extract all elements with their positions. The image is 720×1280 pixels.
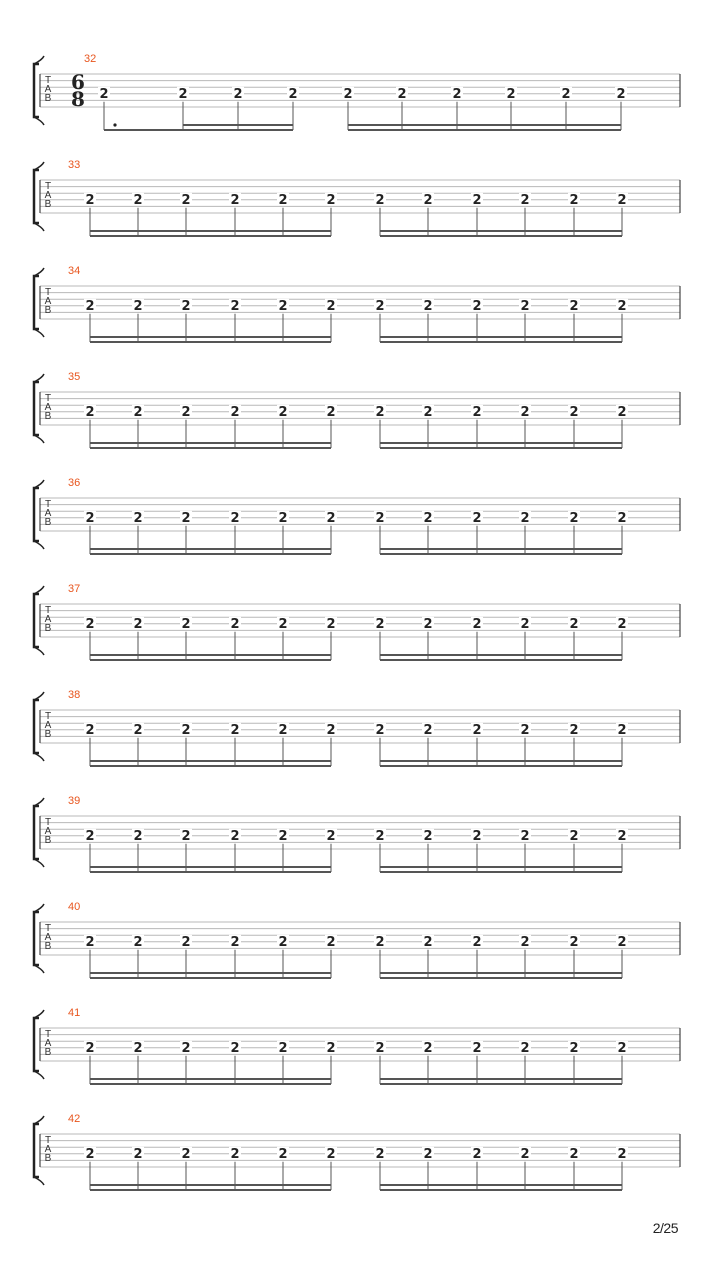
fret-number: 2 xyxy=(472,616,482,632)
fret-number: 2 xyxy=(181,934,191,950)
fret-number: 2 xyxy=(375,510,385,526)
fret-number: 2 xyxy=(472,192,482,208)
fret-number: 2 xyxy=(375,934,385,950)
fret-number: 2 xyxy=(423,1040,433,1056)
fret-number: 2 xyxy=(561,86,571,102)
system-bracket xyxy=(34,64,39,117)
tab-clef-letter: T xyxy=(44,75,52,86)
fret-number: 2 xyxy=(520,722,530,738)
fret-number: 2 xyxy=(133,722,143,738)
fret-number: 2 xyxy=(520,1040,530,1056)
fret-number: 2 xyxy=(133,298,143,314)
fret-number: 2 xyxy=(423,510,433,526)
tab-clef-letter: A xyxy=(44,1038,52,1049)
fret-number: 2 xyxy=(181,722,191,738)
fret-number: 2 xyxy=(617,298,627,314)
tab-clef-letter: B xyxy=(44,93,52,104)
fret-number: 2 xyxy=(181,1040,191,1056)
tab-clef-letter: T xyxy=(44,393,52,404)
fret-number: 2 xyxy=(617,1040,627,1056)
tab-clef-letter: T xyxy=(44,1029,52,1040)
tab-clef-letter: B xyxy=(44,1153,52,1164)
fret-number: 2 xyxy=(133,1040,143,1056)
tab-clef-letter: B xyxy=(44,941,52,952)
fret-number: 2 xyxy=(278,1040,288,1056)
fret-number: 2 xyxy=(617,616,627,632)
fret-number: 2 xyxy=(617,404,627,420)
fret-number: 2 xyxy=(326,616,336,632)
fret-number: 2 xyxy=(520,934,530,950)
fret-number: 2 xyxy=(278,934,288,950)
fret-number: 2 xyxy=(133,934,143,950)
fret-number: 2 xyxy=(472,298,482,314)
measure-number: 33 xyxy=(68,159,81,171)
tab-clef-letter: B xyxy=(44,305,52,316)
fret-number: 2 xyxy=(472,934,482,950)
fret-number: 2 xyxy=(230,404,240,420)
fret-number: 2 xyxy=(230,934,240,950)
fret-number: 2 xyxy=(617,510,627,526)
fret-number: 2 xyxy=(230,1040,240,1056)
fret-number: 2 xyxy=(569,1146,579,1162)
fret-number: 2 xyxy=(85,1146,95,1162)
fret-number: 2 xyxy=(569,510,579,526)
fret-number: 2 xyxy=(423,192,433,208)
fret-number: 2 xyxy=(520,298,530,314)
measure-number: 32 xyxy=(84,53,97,65)
fret-number: 2 xyxy=(278,1146,288,1162)
tab-clef-letter: B xyxy=(44,1047,52,1058)
fret-number: 2 xyxy=(520,828,530,844)
measure-number: 38 xyxy=(68,689,81,701)
fret-number: 2 xyxy=(181,510,191,526)
measure-number: 35 xyxy=(68,371,81,383)
system-bracket xyxy=(34,700,39,753)
fret-number: 2 xyxy=(133,404,143,420)
fret-number: 2 xyxy=(617,1146,627,1162)
fret-number: 2 xyxy=(326,404,336,420)
tab-clef-letter: A xyxy=(44,826,52,837)
tab-clef-letter: A xyxy=(44,296,52,307)
measure-number: 37 xyxy=(68,583,81,595)
fret-number: 2 xyxy=(472,404,482,420)
fret-number: 2 xyxy=(85,192,95,208)
fret-number: 2 xyxy=(230,722,240,738)
fret-number: 2 xyxy=(520,404,530,420)
fret-number: 2 xyxy=(85,828,95,844)
fret-number: 2 xyxy=(288,86,298,102)
fret-number: 2 xyxy=(230,828,240,844)
fret-number: 2 xyxy=(423,298,433,314)
measure-number: 42 xyxy=(68,1113,81,1125)
tab-clef-letter: T xyxy=(44,1135,52,1146)
tab-clef-letter: B xyxy=(44,835,52,846)
fret-number: 2 xyxy=(326,192,336,208)
fret-number: 2 xyxy=(181,404,191,420)
fret-number: 2 xyxy=(99,86,109,102)
fret-number: 2 xyxy=(423,828,433,844)
system-bracket xyxy=(34,1018,39,1071)
fret-number: 2 xyxy=(375,722,385,738)
fret-number: 2 xyxy=(278,192,288,208)
fret-number: 2 xyxy=(133,192,143,208)
fret-number: 2 xyxy=(326,934,336,950)
fret-number: 2 xyxy=(181,192,191,208)
fret-number: 2 xyxy=(278,722,288,738)
fret-number: 2 xyxy=(472,722,482,738)
fret-number: 2 xyxy=(326,722,336,738)
fret-number: 2 xyxy=(85,298,95,314)
measure-number: 40 xyxy=(68,901,81,913)
fret-number: 2 xyxy=(617,192,627,208)
fret-number: 2 xyxy=(375,298,385,314)
fret-number: 2 xyxy=(569,828,579,844)
fret-number: 2 xyxy=(133,616,143,632)
tab-clef-letter: T xyxy=(44,287,52,298)
fret-number: 2 xyxy=(423,404,433,420)
time-signature-top: 6 xyxy=(71,70,85,94)
fret-number: 2 xyxy=(520,192,530,208)
system-bracket xyxy=(34,488,39,541)
fret-number: 2 xyxy=(520,1146,530,1162)
fret-number: 2 xyxy=(278,510,288,526)
tab-clef-letter: A xyxy=(44,1144,52,1155)
fret-number: 2 xyxy=(230,298,240,314)
tab-clef-letter: B xyxy=(44,729,52,740)
tab-clef-letter: T xyxy=(44,499,52,510)
system-bracket xyxy=(34,594,39,647)
fret-number: 2 xyxy=(85,510,95,526)
fret-number: 2 xyxy=(181,1146,191,1162)
fret-number: 2 xyxy=(375,828,385,844)
fret-number: 2 xyxy=(278,616,288,632)
tab-clef-letter: A xyxy=(44,508,52,519)
fret-number: 2 xyxy=(569,192,579,208)
fret-number: 2 xyxy=(278,298,288,314)
fret-number: 2 xyxy=(181,616,191,632)
tab-clef-letter: B xyxy=(44,199,52,210)
fret-number: 2 xyxy=(133,828,143,844)
fret-number: 2 xyxy=(617,828,627,844)
fret-number: 2 xyxy=(326,1146,336,1162)
tab-clef-letter: B xyxy=(44,517,52,528)
fret-number: 2 xyxy=(85,722,95,738)
tab-clef-letter: B xyxy=(44,411,52,422)
system-bracket xyxy=(34,382,39,435)
measure-number: 34 xyxy=(68,265,81,277)
fret-number: 2 xyxy=(343,86,353,102)
time-signature-bottom: 8 xyxy=(71,87,85,111)
system-bracket xyxy=(34,1124,39,1177)
fret-number: 2 xyxy=(181,298,191,314)
fret-number: 2 xyxy=(133,1146,143,1162)
fret-number: 2 xyxy=(278,404,288,420)
fret-number: 2 xyxy=(506,86,516,102)
fret-number: 2 xyxy=(423,616,433,632)
fret-number: 2 xyxy=(617,722,627,738)
fret-number: 2 xyxy=(375,1040,385,1056)
system-bracket xyxy=(34,806,39,859)
system-bracket xyxy=(34,276,39,329)
fret-number: 2 xyxy=(423,722,433,738)
fret-number: 2 xyxy=(230,616,240,632)
fret-number: 2 xyxy=(230,192,240,208)
measure-number: 36 xyxy=(68,477,81,489)
measure-number: 41 xyxy=(68,1007,81,1019)
fret-number: 2 xyxy=(616,86,626,102)
fret-number: 2 xyxy=(569,1040,579,1056)
fret-number: 2 xyxy=(375,616,385,632)
fret-number: 2 xyxy=(423,1146,433,1162)
fret-number: 2 xyxy=(520,616,530,632)
rhythm-dot xyxy=(113,123,116,126)
fret-number: 2 xyxy=(423,934,433,950)
fret-number: 2 xyxy=(85,1040,95,1056)
fret-number: 2 xyxy=(375,1146,385,1162)
fret-number: 2 xyxy=(326,1040,336,1056)
fret-number: 2 xyxy=(569,722,579,738)
fret-number: 2 xyxy=(472,828,482,844)
system-bracket xyxy=(34,912,39,965)
fret-number: 2 xyxy=(181,828,191,844)
tab-clef-letter: T xyxy=(44,711,52,722)
fret-number: 2 xyxy=(375,192,385,208)
fret-number: 2 xyxy=(397,86,407,102)
tab-clef-letter: T xyxy=(44,817,52,828)
fret-number: 2 xyxy=(569,404,579,420)
tab-clef-letter: A xyxy=(44,402,52,413)
tab-clef-letter: A xyxy=(44,190,52,201)
fret-number: 2 xyxy=(520,510,530,526)
fret-number: 2 xyxy=(569,934,579,950)
fret-number: 2 xyxy=(375,404,385,420)
fret-number: 2 xyxy=(85,404,95,420)
fret-number: 2 xyxy=(472,1040,482,1056)
tab-clef-letter: A xyxy=(44,614,52,625)
page-number: 2/25 xyxy=(652,1220,678,1236)
tab-clef-letter: T xyxy=(44,923,52,934)
fret-number: 2 xyxy=(230,510,240,526)
fret-number: 2 xyxy=(452,86,462,102)
tab-clef-letter: A xyxy=(44,84,52,95)
measure-number: 39 xyxy=(68,795,81,807)
fret-number: 2 xyxy=(85,934,95,950)
fret-number: 2 xyxy=(472,510,482,526)
fret-number: 2 xyxy=(326,298,336,314)
fret-number: 2 xyxy=(617,934,627,950)
fret-number: 2 xyxy=(85,616,95,632)
fret-number: 2 xyxy=(326,510,336,526)
tab-clef-letter: T xyxy=(44,605,52,616)
fret-number: 2 xyxy=(326,828,336,844)
fret-number: 2 xyxy=(278,828,288,844)
fret-number: 2 xyxy=(569,616,579,632)
fret-number: 2 xyxy=(472,1146,482,1162)
tab-clef-letter: A xyxy=(44,720,52,731)
tab-clef-letter: T xyxy=(44,181,52,192)
tab-clef-letter: B xyxy=(44,623,52,634)
fret-number: 2 xyxy=(230,1146,240,1162)
fret-number: 2 xyxy=(178,86,188,102)
fret-number: 2 xyxy=(569,298,579,314)
fret-number: 2 xyxy=(133,510,143,526)
system-bracket xyxy=(34,170,39,223)
tab-clef-letter: A xyxy=(44,932,52,943)
fret-number: 2 xyxy=(233,86,243,102)
